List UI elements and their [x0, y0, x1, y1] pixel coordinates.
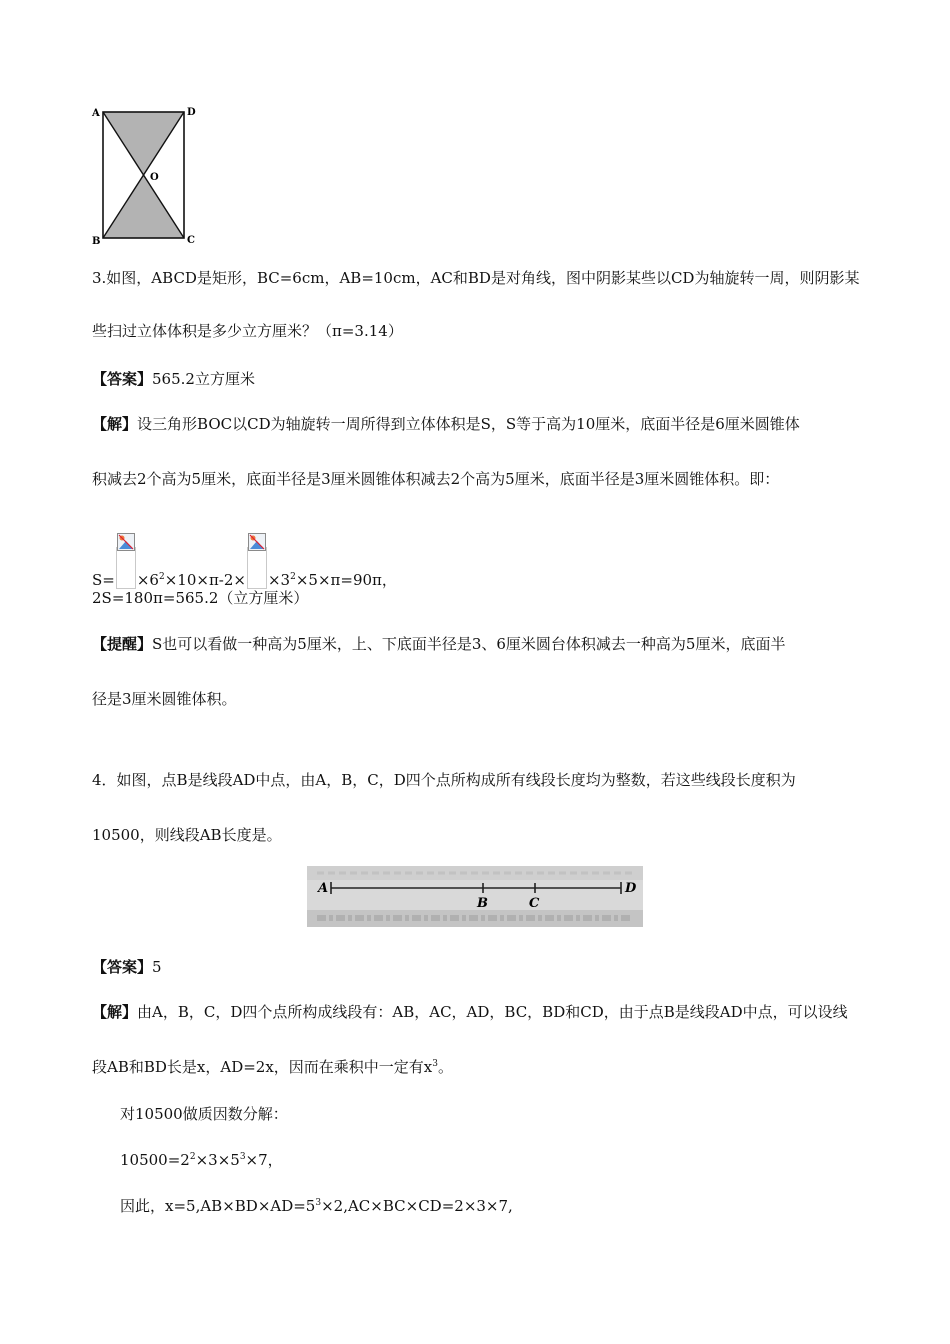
shaded-triangle-top	[103, 112, 184, 175]
hint-tag: 【提醒】	[92, 635, 153, 653]
segment-label-a: A	[318, 881, 329, 896]
exponent: 3	[432, 1059, 438, 1069]
segment-label-b: B	[477, 896, 488, 911]
solution-tag: 【解】	[92, 1003, 138, 1021]
formula-term-1: ×6	[136, 571, 159, 589]
label-o: O	[150, 172, 159, 183]
q3-hint-line-1	[92, 634, 785, 654]
q3-answer	[92, 369, 255, 389]
label-b: B	[92, 236, 101, 247]
formula-term-3: ×3	[267, 571, 291, 589]
answer-tag: 【答案】	[92, 958, 153, 976]
q3-hint-line-2: 径是3厘米圆锥体积。	[92, 690, 237, 708]
segment-diagram	[307, 866, 643, 927]
conclusion-part-b: ×2,AC×BC×CD=2×3×7,	[321, 1197, 513, 1215]
formula-s-eq: S=	[92, 571, 115, 589]
q4-conclusion	[120, 1196, 513, 1216]
q4-factorization	[120, 1150, 283, 1170]
hint-text: S也可以看做一种高为5厘米，上、下底面半径是3、6厘米圆台体积减去一种高为5厘米，底面半	[152, 635, 786, 653]
formula-exp-1: 2	[158, 572, 165, 582]
q4-answer	[92, 957, 162, 977]
solution-line-2-end: 。	[438, 1058, 454, 1076]
q4-question-line-2: 10500，则线段AB长度是。	[92, 826, 282, 844]
shaded-triangle-bottom	[103, 175, 184, 238]
broken-image-icon	[248, 533, 266, 551]
label-c: C	[187, 235, 195, 246]
formula-term-4: ×5×π=90π，	[295, 571, 397, 589]
answer-tag: 【答案】	[92, 370, 153, 388]
segment-label-d: D	[625, 881, 637, 896]
q4-solution-line-1	[92, 1002, 848, 1022]
label-a: A	[92, 108, 100, 119]
solution-line-2-text: 段AB和BD长是x，AD=2x，因而在乘积中一定有x	[92, 1058, 433, 1076]
q3-solution-line-2: 积减去2个高为5厘米，底面半径是3厘米圆锥体积减去2个高为5厘米，底面半径是3厘米圆锥体积。即：	[92, 470, 780, 488]
conclusion-part-a: 因此，x=5,AB×BD×AD=5	[120, 1197, 316, 1215]
q3-question-line-1: 3.如图，ABCD是矩形，BC=6cm，AB=10cm，AC和BD是对角线，图中阴影某些以CD为轴旋转一周，则阴影某	[92, 269, 860, 287]
formula-exp-2: 2	[290, 572, 296, 582]
factor-exp-1: 2	[189, 1152, 196, 1162]
q4-factor-intro: 对10500做质因数分解：	[120, 1105, 288, 1123]
broken-image-icon	[117, 533, 135, 551]
q3-formula	[92, 547, 397, 590]
q3-2s-line: 2S=180π=565.2（立方厘米）	[92, 589, 309, 607]
formula-term-2: ×10×π-2×	[164, 571, 246, 589]
q3-question-line-2: 些扫过立体体积是多少立方厘米？（π=3.14）	[92, 322, 403, 340]
q3-solution-line-1	[92, 414, 800, 434]
broken-image-placeholder	[116, 547, 136, 589]
factor-exp-2: 3	[239, 1152, 246, 1162]
solution-text: 由A，B，C，D四个点所构成线段有：AB，AC，AD，BC，BD和CD，由于点B是线段AD中点，可以设线	[137, 1003, 848, 1021]
factor-part-b: ×3×5	[195, 1151, 240, 1169]
rectangle-diagram	[88, 100, 208, 250]
factor-part-c: ×7，	[245, 1151, 283, 1169]
answer-text: 5	[152, 958, 162, 976]
broken-image-placeholder	[247, 547, 267, 589]
label-d: D	[187, 107, 196, 118]
solution-text: 设三角形BOC以CD为轴旋转一周所得到立体体积是S，S等于高为10厘米，底面半径是6厘米圆锥体	[137, 415, 800, 433]
answer-text: 565.2立方厘米	[152, 370, 255, 388]
factor-part-a: 10500=2	[120, 1151, 190, 1169]
q4-question-line-1: 4．如图，点B是线段AD中点，由A，B，C，D四个点所构成所有线段长度均为整数，若这些线段长度积为	[92, 771, 796, 789]
solution-tag: 【解】	[92, 415, 138, 433]
segment-label-c: C	[529, 896, 540, 911]
conclusion-exp: 3	[315, 1198, 322, 1208]
q4-solution-line-2	[92, 1057, 453, 1077]
